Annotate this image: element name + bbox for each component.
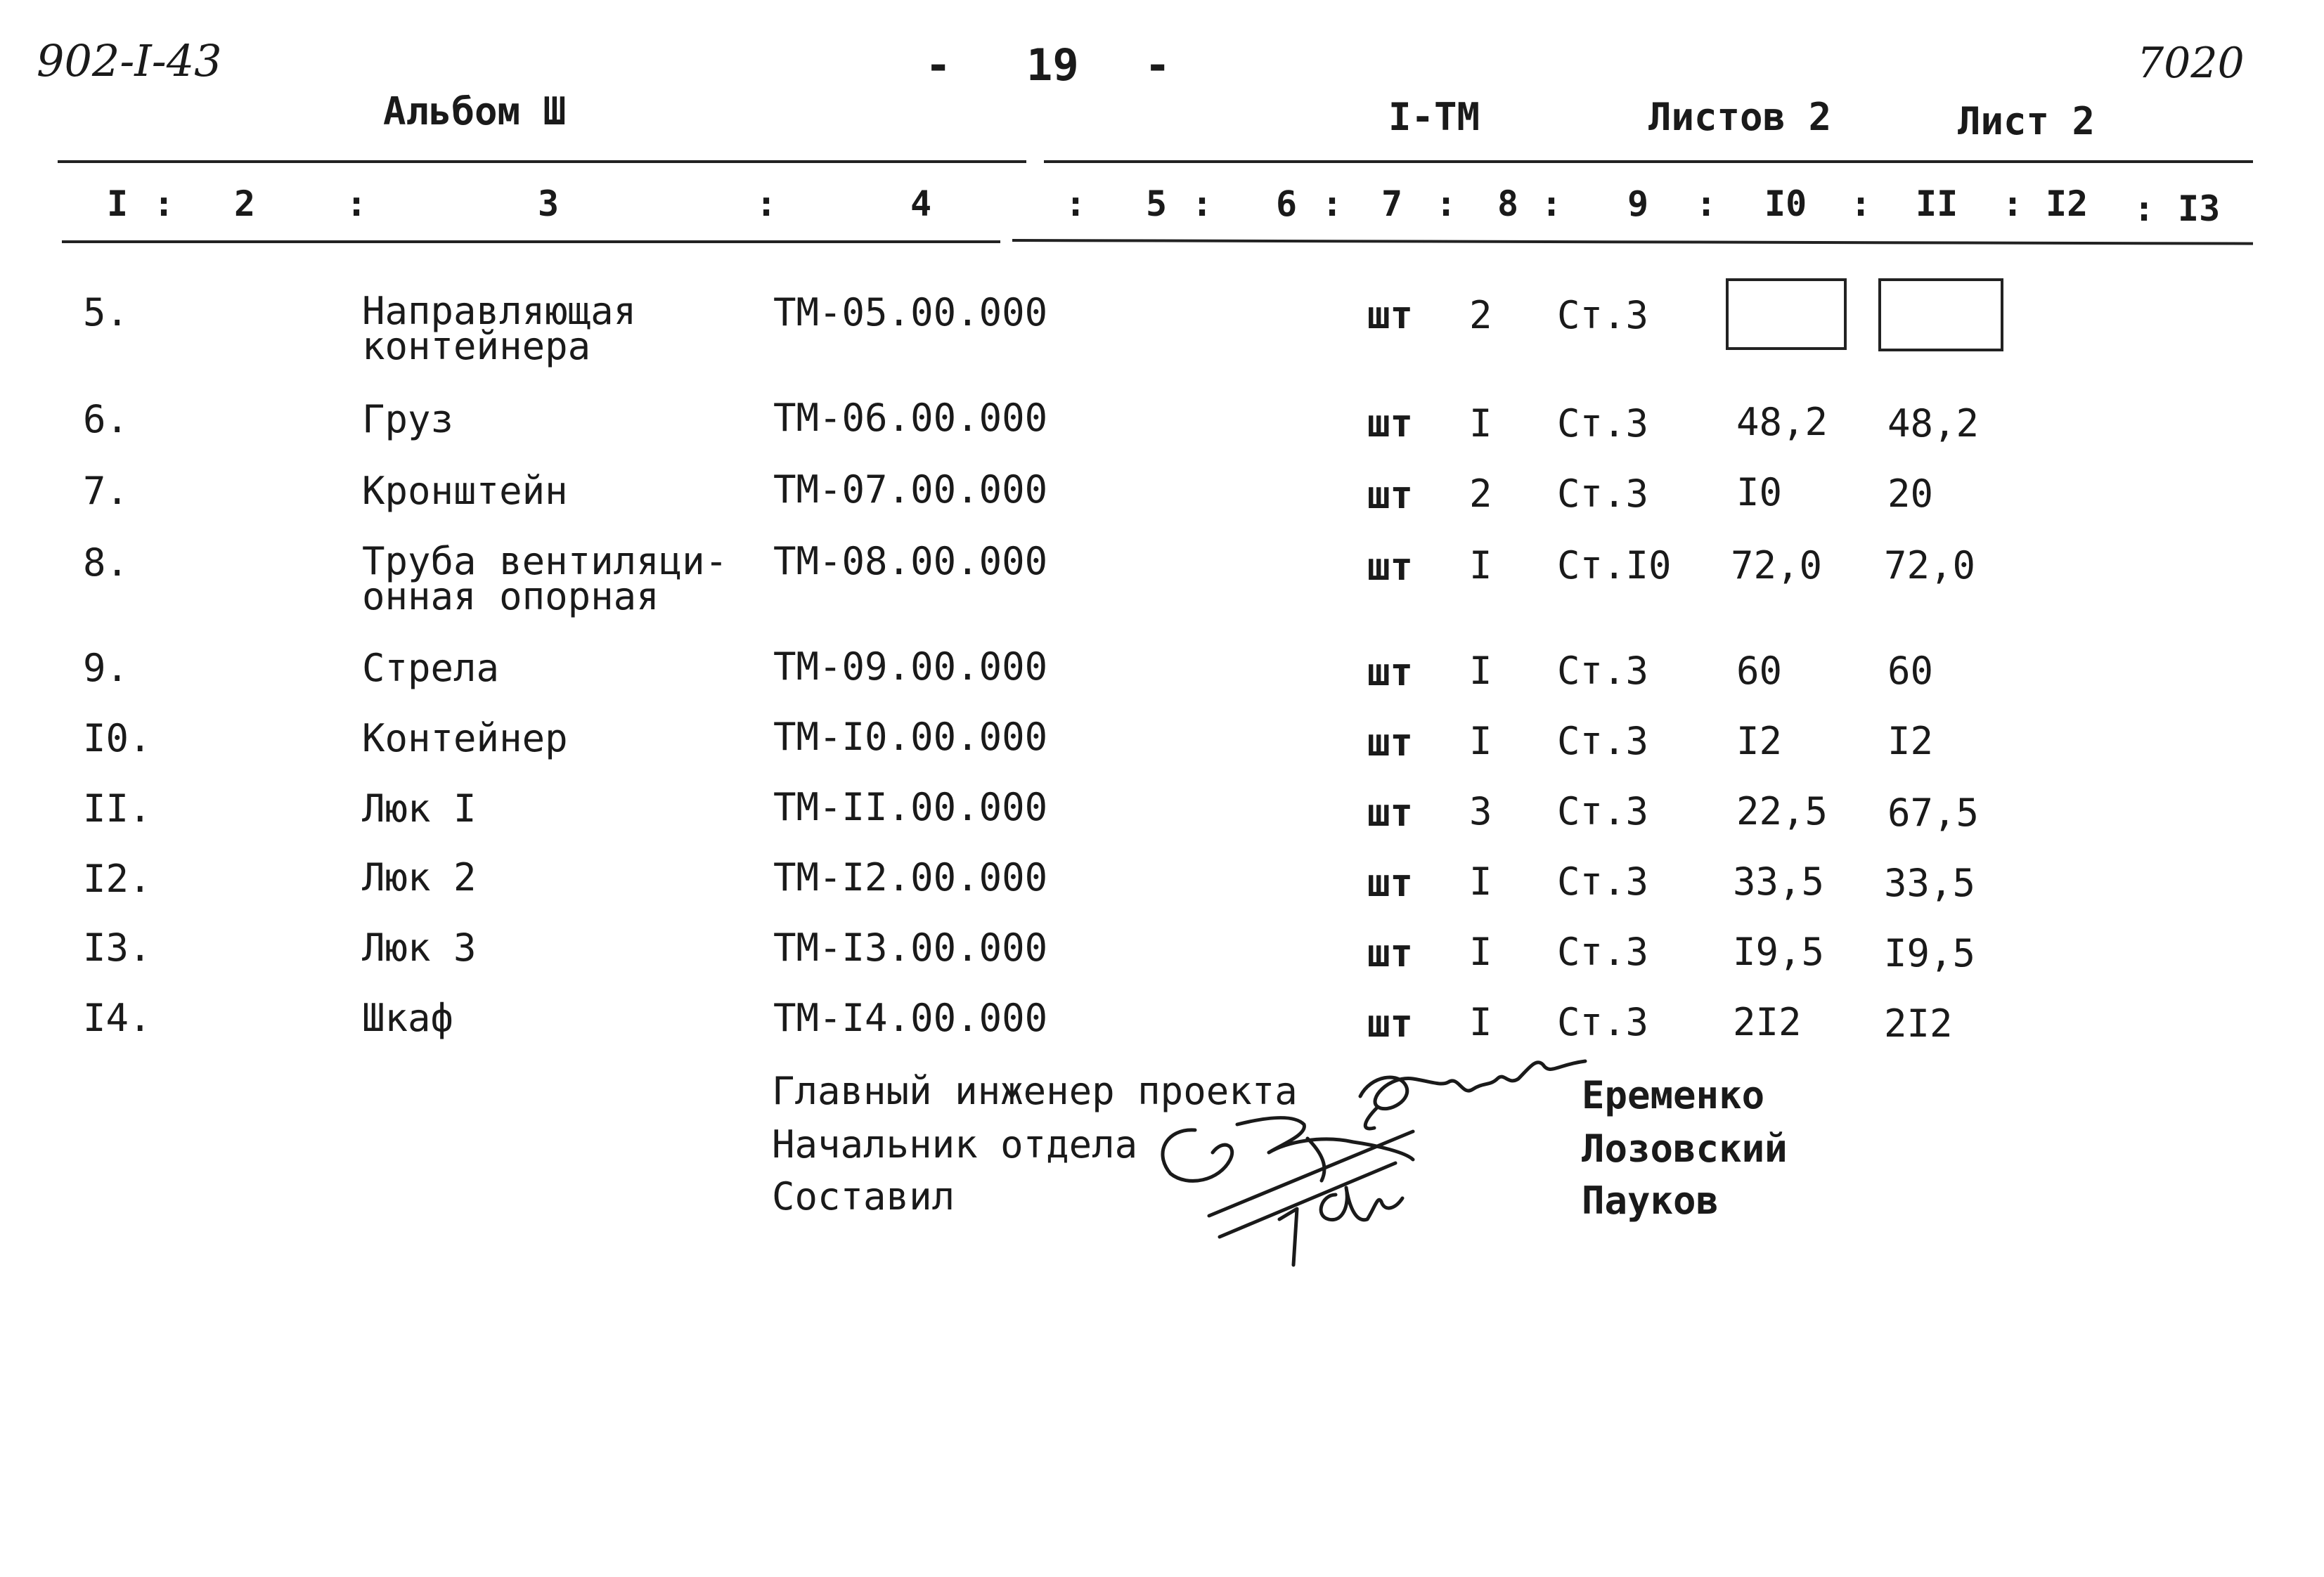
row-mass-total: 48,2: [1887, 401, 1980, 446]
column-separator: :: [153, 183, 175, 224]
row-number: 5.: [83, 290, 129, 335]
row-material: Ст.3: [1557, 649, 1649, 693]
row-document: ТМ-I3.00.000: [773, 926, 1048, 970]
row-material: Ст.3: [1557, 789, 1649, 833]
row-mass-unit: I2: [1736, 719, 1783, 763]
row-number: II.: [83, 786, 152, 831]
row-quantity: 2: [1469, 293, 1492, 337]
row-document: ТМ-05.00.000: [773, 290, 1048, 335]
row-document: ТМ-09.00.000: [773, 644, 1048, 689]
row-name-line: Кронштейн: [362, 469, 568, 513]
signature-stroke: [1279, 1209, 1297, 1265]
row-name-line: Люк 3: [362, 926, 477, 970]
column-label: 7: [1381, 183, 1403, 224]
column-separator: :: [1065, 183, 1087, 224]
column-separator: :: [756, 183, 777, 224]
row-mass-total: I9,5: [1884, 931, 1976, 975]
column-label: 4: [910, 183, 932, 224]
row-number: 6.: [83, 397, 129, 441]
row-material: Ст.3: [1557, 1000, 1649, 1044]
row-material: Ст.3: [1557, 293, 1649, 337]
row-material: Ст.3: [1557, 472, 1649, 516]
column-label: 6: [1276, 183, 1298, 224]
row-name-line: онная опорная: [362, 574, 659, 618]
column-label: 8: [1497, 183, 1519, 224]
row-quantity: I: [1469, 859, 1492, 904]
row-mass-total: I2: [1887, 719, 1934, 763]
row-name-line: Люк 2: [362, 855, 477, 900]
row-material: Ст.3: [1557, 859, 1649, 904]
row-unit: шт: [1367, 650, 1414, 694]
page-number: 19: [1026, 39, 1079, 91]
row-quantity: I: [1469, 930, 1492, 974]
row-name-line: Шкаф: [362, 996, 454, 1040]
column-separator: :: [1696, 183, 1717, 224]
row-quantity: 2: [1469, 472, 1492, 516]
row-document: ТМ-08.00.000: [773, 539, 1048, 583]
sheet-current: Лист 2: [1958, 99, 2096, 143]
column-label: 2: [234, 183, 256, 224]
archive-number: 7020: [2137, 39, 2245, 88]
album-label: Альбом Ш: [383, 89, 567, 134]
row-name-line: Труба вентиляци-: [362, 539, 728, 583]
row-mass-total: 20: [1887, 472, 1934, 516]
row-number: I0.: [83, 716, 152, 760]
signature-stroke: [1237, 1118, 1413, 1160]
row-number: 7.: [83, 469, 129, 513]
signature-role: Составил: [772, 1174, 955, 1219]
document-code: 902-I-43: [37, 35, 222, 86]
column-separator: :: [346, 183, 368, 224]
row-number: I4.: [83, 996, 152, 1040]
row-unit: шт: [1367, 1001, 1414, 1046]
row-mass-unit: 33,5: [1733, 859, 1825, 904]
row-unit: шт: [1367, 473, 1414, 517]
signature-stroke: [1321, 1188, 1402, 1220]
column-separator: :: [1192, 183, 1213, 224]
row-name-line: контейнера: [362, 324, 591, 368]
signature-stroke: [1163, 1130, 1232, 1181]
row-quantity: I: [1469, 543, 1492, 588]
row-name-line: Стрела: [362, 646, 500, 690]
row-number: 8.: [83, 540, 129, 585]
row-quantity: I: [1469, 719, 1492, 763]
row-mass-unit: 72,0: [1731, 543, 1823, 588]
signature-name: Лозовский: [1582, 1127, 1788, 1171]
page-dash-left: -: [925, 39, 952, 91]
row-unit: шт: [1367, 545, 1414, 589]
signature-name: Еременко: [1582, 1073, 1765, 1117]
sheets-total: Листов 2: [1648, 95, 1832, 139]
row-quantity: I: [1469, 1000, 1492, 1044]
column-separator: :: [1322, 183, 1343, 224]
row-quantity: I: [1469, 649, 1492, 693]
row-number: I2.: [83, 857, 152, 901]
row-document: ТМ-I4.00.000: [773, 996, 1048, 1040]
signature-stroke: [1365, 1107, 1378, 1129]
row-mass-unit: 22,5: [1736, 789, 1828, 833]
column-label: 5: [1146, 183, 1168, 224]
column-label: 9: [1627, 183, 1649, 224]
row-mass-unit: 48,2: [1736, 400, 1828, 444]
column-separator: :: [1435, 183, 1457, 224]
row-unit: шт: [1367, 791, 1414, 835]
section-code: I-ТМ: [1388, 95, 1480, 139]
row-mass-unit: 60: [1736, 649, 1783, 693]
signature-role: Главный инженер проекта: [772, 1069, 1298, 1113]
row-unit: шт: [1367, 861, 1414, 905]
row-document: ТМ-07.00.000: [773, 467, 1048, 512]
row-name-line: Направляющая: [362, 289, 637, 333]
row-unit: шт: [1367, 293, 1414, 337]
page-dash-right: -: [1144, 39, 1171, 91]
row-unit: шт: [1367, 931, 1414, 975]
column-label: I3: [2178, 188, 2221, 229]
signature-stroke: [1360, 1061, 1585, 1109]
row-document: ТМ-06.00.000: [773, 396, 1048, 440]
row-mass-total: 2I2: [1884, 1001, 1953, 1046]
row-quantity: 3: [1469, 789, 1492, 833]
signature-role: Начальник отдела: [772, 1122, 1138, 1167]
row-material: Ст.3: [1557, 719, 1649, 763]
row-document: ТМ-I2.00.000: [773, 855, 1048, 900]
column-label: 3: [538, 183, 560, 224]
row-material: Ст.3: [1557, 401, 1649, 446]
row-name-line: Контейнер: [362, 716, 568, 760]
row-mass-unit: I0: [1736, 470, 1783, 514]
row-quantity: I: [1469, 401, 1492, 446]
row-name-line: Люк I: [362, 786, 477, 831]
row-number: I3.: [83, 926, 152, 970]
column-label: I: [107, 183, 129, 224]
row-document: ТМ-I0.00.000: [773, 715, 1048, 759]
column-separator: :: [2133, 188, 2155, 229]
row-name-line: Груз: [362, 397, 454, 441]
signature-name: Пауков: [1582, 1179, 1719, 1223]
column-label: I0: [1764, 183, 1807, 224]
row-mass-total: 72,0: [1884, 543, 1976, 588]
column-separator: :: [2002, 183, 2024, 224]
row-unit: шт: [1367, 720, 1414, 765]
row-mass-unit: I9,5: [1733, 930, 1825, 974]
row-mass-total: 67,5: [1887, 791, 1980, 835]
row-number: 9.: [83, 646, 129, 690]
column-separator: :: [1850, 183, 1872, 224]
row-mass-total: 33,5: [1884, 861, 1976, 905]
row-material: Ст.3: [1557, 930, 1649, 974]
row-material: Ст.I0: [1557, 543, 1672, 588]
row-mass-total: 60: [1887, 649, 1934, 693]
column-label: II: [1916, 183, 1958, 224]
column-label: I2: [2046, 183, 2089, 224]
row-document: ТМ-II.00.000: [773, 785, 1048, 829]
column-separator: :: [1541, 183, 1563, 224]
row-mass-unit: 2I2: [1733, 1000, 1802, 1044]
row-unit: шт: [1367, 401, 1414, 446]
